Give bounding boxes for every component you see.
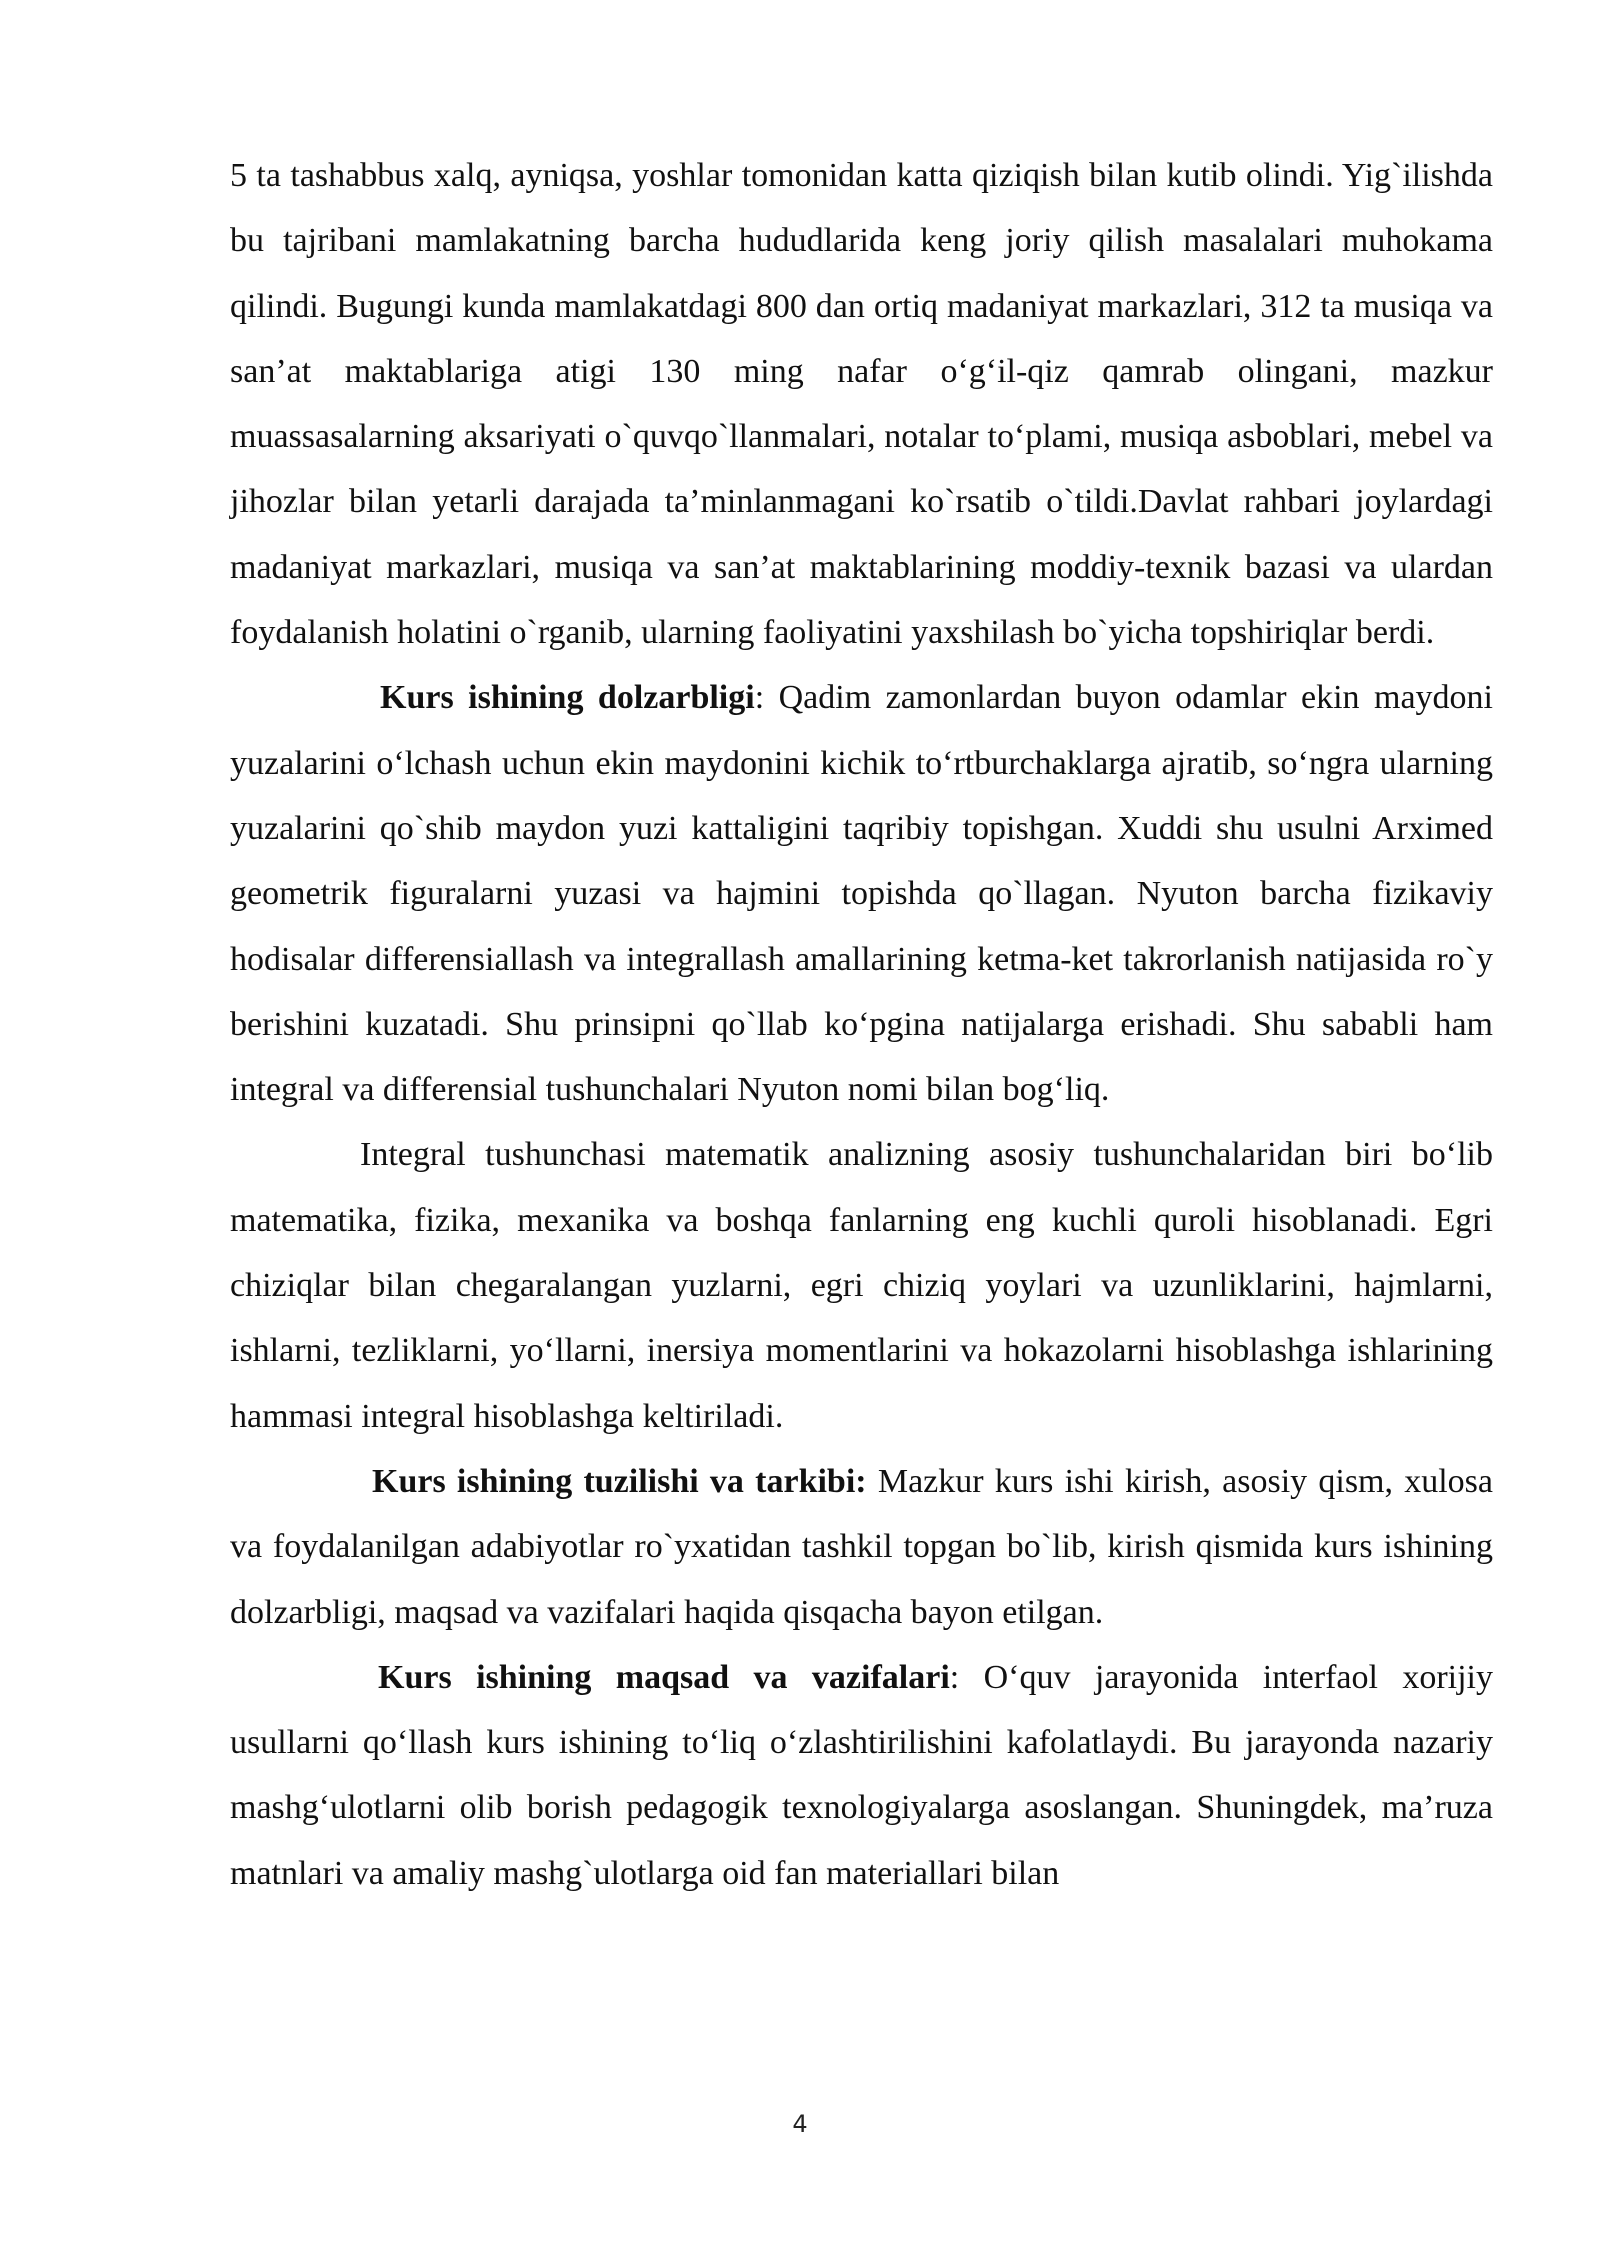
integral-text: Integral tushunchasi matematik analizning asosiy tushunchalaridan biri bo‘lib matematika, fizika, mexanika va boshqa fanlarning eng kuchli quroli hisoblanadi. Egri chiziqlar bilan chegaralangan yuzlarni, egri chiziq yoylari va uzunliklarini, hajmlarni, ishlarni, tezliklarni, yo‘llarni, inersiya momentlarini va hokazolarni hisoblashga ishlarining hammasi integral hisoblashga keltiriladi.	[230, 1136, 1493, 1435]
relevance-text: Qadim zamonlardan buyon odamlar ekin maydoni yuzalarini o‘lchash uchun ekin maydonini kichik to‘rtburchaklarga ajratib, so‘ngra ularning yuzalarini qo`shib maydon yuzi kattaligini taqribiy topishgan. Xuddi shu usulni Arximed geometrik figuralarni yuzasi va hajmini topishda qo`llagan. Nyuton barcha fizikaviy hodisalar differensiallash va integrallash amallarining ketma-ket takrorlanish natijasida ro`y berishini kuzatadi. Shu prinsipni qo`llab ko‘pgina natijalarga erishadi. Shu sababli ham integral va differensial tushunchalari Nyuton nomi bilan bog‘liq.	[230, 679, 1493, 1109]
goals-text: O‘quv jarayonida interfaol xorijiy usullarni qo‘llash kurs ishining to‘liq o‘zlashtirilishini kafolatlaydi. Bu jarayonda nazariy mashg‘ulotlarni olib borish pedagogik texnologiyalarga asoslangan. Shuningdek, ma’ruza matnlari va amaliy mashg`ulotlarga oid fan materiallari bilan	[230, 1658, 1493, 1892]
document-page	[230, 143, 1493, 1906]
paragraph-goals	[230, 1645, 1493, 1906]
paragraph-integral	[230, 1122, 1493, 1448]
structure-heading: Kurs ishining tuzilishi va tarkibi:	[372, 1462, 867, 1500]
structure-text: Mazkur kurs ishi kirish, asosiy qism, xulosa va foydalanilgan adabiyotlar ro`yxatidan tashkil topgan bo`lib, kirish qismida kurs ishining dolzarbligi, maqsad va vazifalari haqida qisqacha bayon etilgan.	[230, 1462, 1493, 1631]
page-number: 4	[792, 2110, 808, 2138]
relevance-separator: :	[754, 679, 779, 717]
paragraph-structure	[230, 1449, 1493, 1645]
paragraph-intro	[230, 143, 1493, 665]
structure-separator	[867, 1463, 878, 1500]
paragraph-relevance	[230, 665, 1493, 1122]
paragraph-intro-text: 5 ta tashabbus xalq, ayniqsa, yoshlar tomonidan katta qiziqish bilan kutib olindi. Yig`ilishda bu tajribani mamlakatning barcha hududlarida keng joriy qilish masalalari muhokama qilindi. Bugungi kunda mamlakatdagi 800 dan ortiq madaniyat markazlari, 312 ta musiqa va san’at maktablariga atigi 130 ming nafar o‘g‘il-qiz qamrab olingani, mazkur muassasalarning aksariyati o`quvqo`llanmalari, notalar to‘plami, musiqa asboblari, mebel va jihozlar bilan yetarli darajada ta’minlanmagani ko`rsatib o`tildi.Davlat rahbari joylardagi madaniyat markazlari, musiqa va san’at maktablarining moddiy-texnik bazasi va ulardan foydalanish holatini o`rganib, ularning faoliyatini yaxshilash bo`yicha topshiriqlar berdi.	[230, 157, 1493, 652]
goals-separator: :	[949, 1658, 984, 1696]
goals-heading: Kurs ishining maqsad va vazifalari	[378, 1658, 950, 1696]
relevance-heading: Kurs ishining dolzarbligi	[380, 679, 755, 717]
